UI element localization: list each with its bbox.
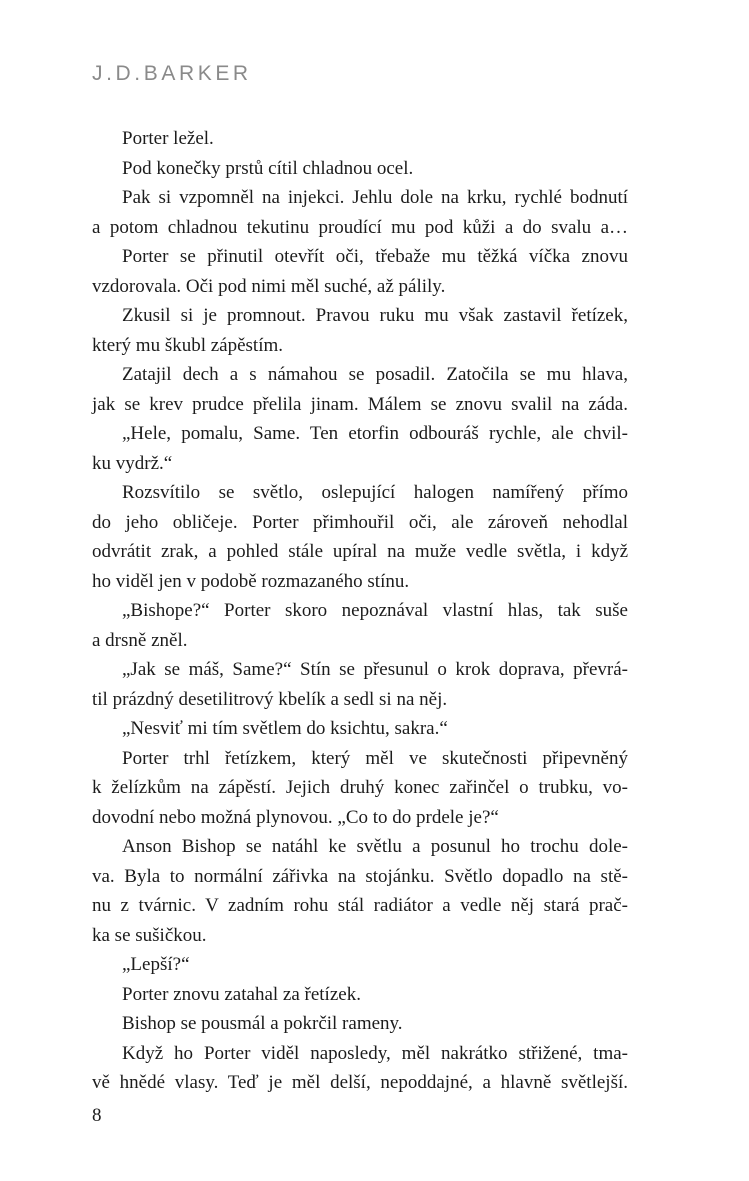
text-line: ku vydrž.“ — [92, 452, 173, 474]
text-line: Zkusil si je promnout. Pravou ruku mu však zastavil řetízek, — [122, 305, 628, 326]
text-line: „Lepší?“ — [122, 954, 190, 975]
text-line: „Nesviť mi tím světlem do ksichtu, sakra.“ — [122, 718, 448, 739]
text-line: který mu škubl zápěstím. — [92, 334, 284, 356]
text-line: Porter se přinutil otevřít oči, třebaže mu těžká víčka znovu — [122, 246, 628, 267]
text-line: Porter ležel. — [122, 128, 214, 149]
text-line: odvrátit zrak, a pohled stále upíral na muže vedle světla, i když — [92, 541, 628, 562]
text-line: Anson Bishop se natáhl ke světlu a posunul ho trochu dole- — [122, 836, 628, 857]
text-line: Pod konečky prstů cítil chladnou ocel. — [122, 157, 414, 179]
page-number: 8 — [92, 1105, 102, 1126]
text-line: Zatajil dech a s námahou se posadil. Zatočila se mu hlava, — [122, 364, 628, 385]
text-line: a drsně zněl. — [92, 629, 188, 651]
text-line: „Hele, pomalu, Same. Ten etorfin odbouráš rychle, ale chvil- — [122, 423, 628, 444]
text-line: a potom chladnou tekutinu proudící mu pod kůži a do svalu a… — [92, 216, 628, 238]
running-header-author: J.D.BARKER — [92, 62, 252, 85]
text-line: k želízkům na zápěstí. Jejich druhý konec zařinčel o trubku, vo- — [92, 777, 628, 798]
text-line: nu z tvárnic. V zadním rohu stál radiátor a vedle něj stará prač- — [92, 895, 628, 916]
text-line: „Bishope?“ Porter skoro nepoznával vlastní hlas, tak suše — [122, 600, 628, 621]
text-line: va. Byla to normální zářivka na stojánku. Světlo dopadlo na stě- — [92, 865, 628, 887]
text-line: Když ho Porter viděl naposledy, měl nakrátko střižené, tma- — [122, 1042, 628, 1064]
text-line: Porter trhl řetízkem, který měl ve skutečnosti připevněný — [122, 747, 628, 769]
body-text — [92, 124, 628, 1098]
text-line: til prázdný desetilitrový kbelík a sedl si na něj. — [92, 688, 448, 710]
text-line: vě hnědé vlasy. Teď je měl delší, nepoddajné, a hlavně světlejší. — [92, 1072, 628, 1093]
text-line: ho viděl jen v podobě rozmazaného stínu. — [92, 570, 410, 592]
text-line: Rozsvítilo se světlo, oslepující halogen namířený přímo — [122, 482, 628, 503]
text-line: do jeho obličeje. Porter přimhouřil oči, ale zároveň nehodlal — [92, 511, 628, 533]
text-line: Bishop se pousmál a pokrčil rameny. — [122, 1013, 403, 1034]
text-line: Porter znovu zatahal za řetízek. — [122, 983, 361, 1005]
text-line: dovodní nebo možná plynovou. „Co to do prdele je?“ — [92, 806, 499, 828]
text-line: vzdorovala. Oči pod nimi měl suché, až pálily. — [92, 275, 446, 297]
text-line: ka se sušičkou. — [92, 924, 207, 946]
text-line: „Jak se máš, Same?“ Stín se přesunul o krok doprava, převrá- — [122, 659, 628, 680]
text-line: jak se krev prudce přelila jinam. Málem se znovu svalil na záda. — [92, 393, 628, 415]
text-line: Pak si vzpomněl na injekci. Jehlu dole na krku, rychlé bodnutí — [122, 187, 628, 208]
